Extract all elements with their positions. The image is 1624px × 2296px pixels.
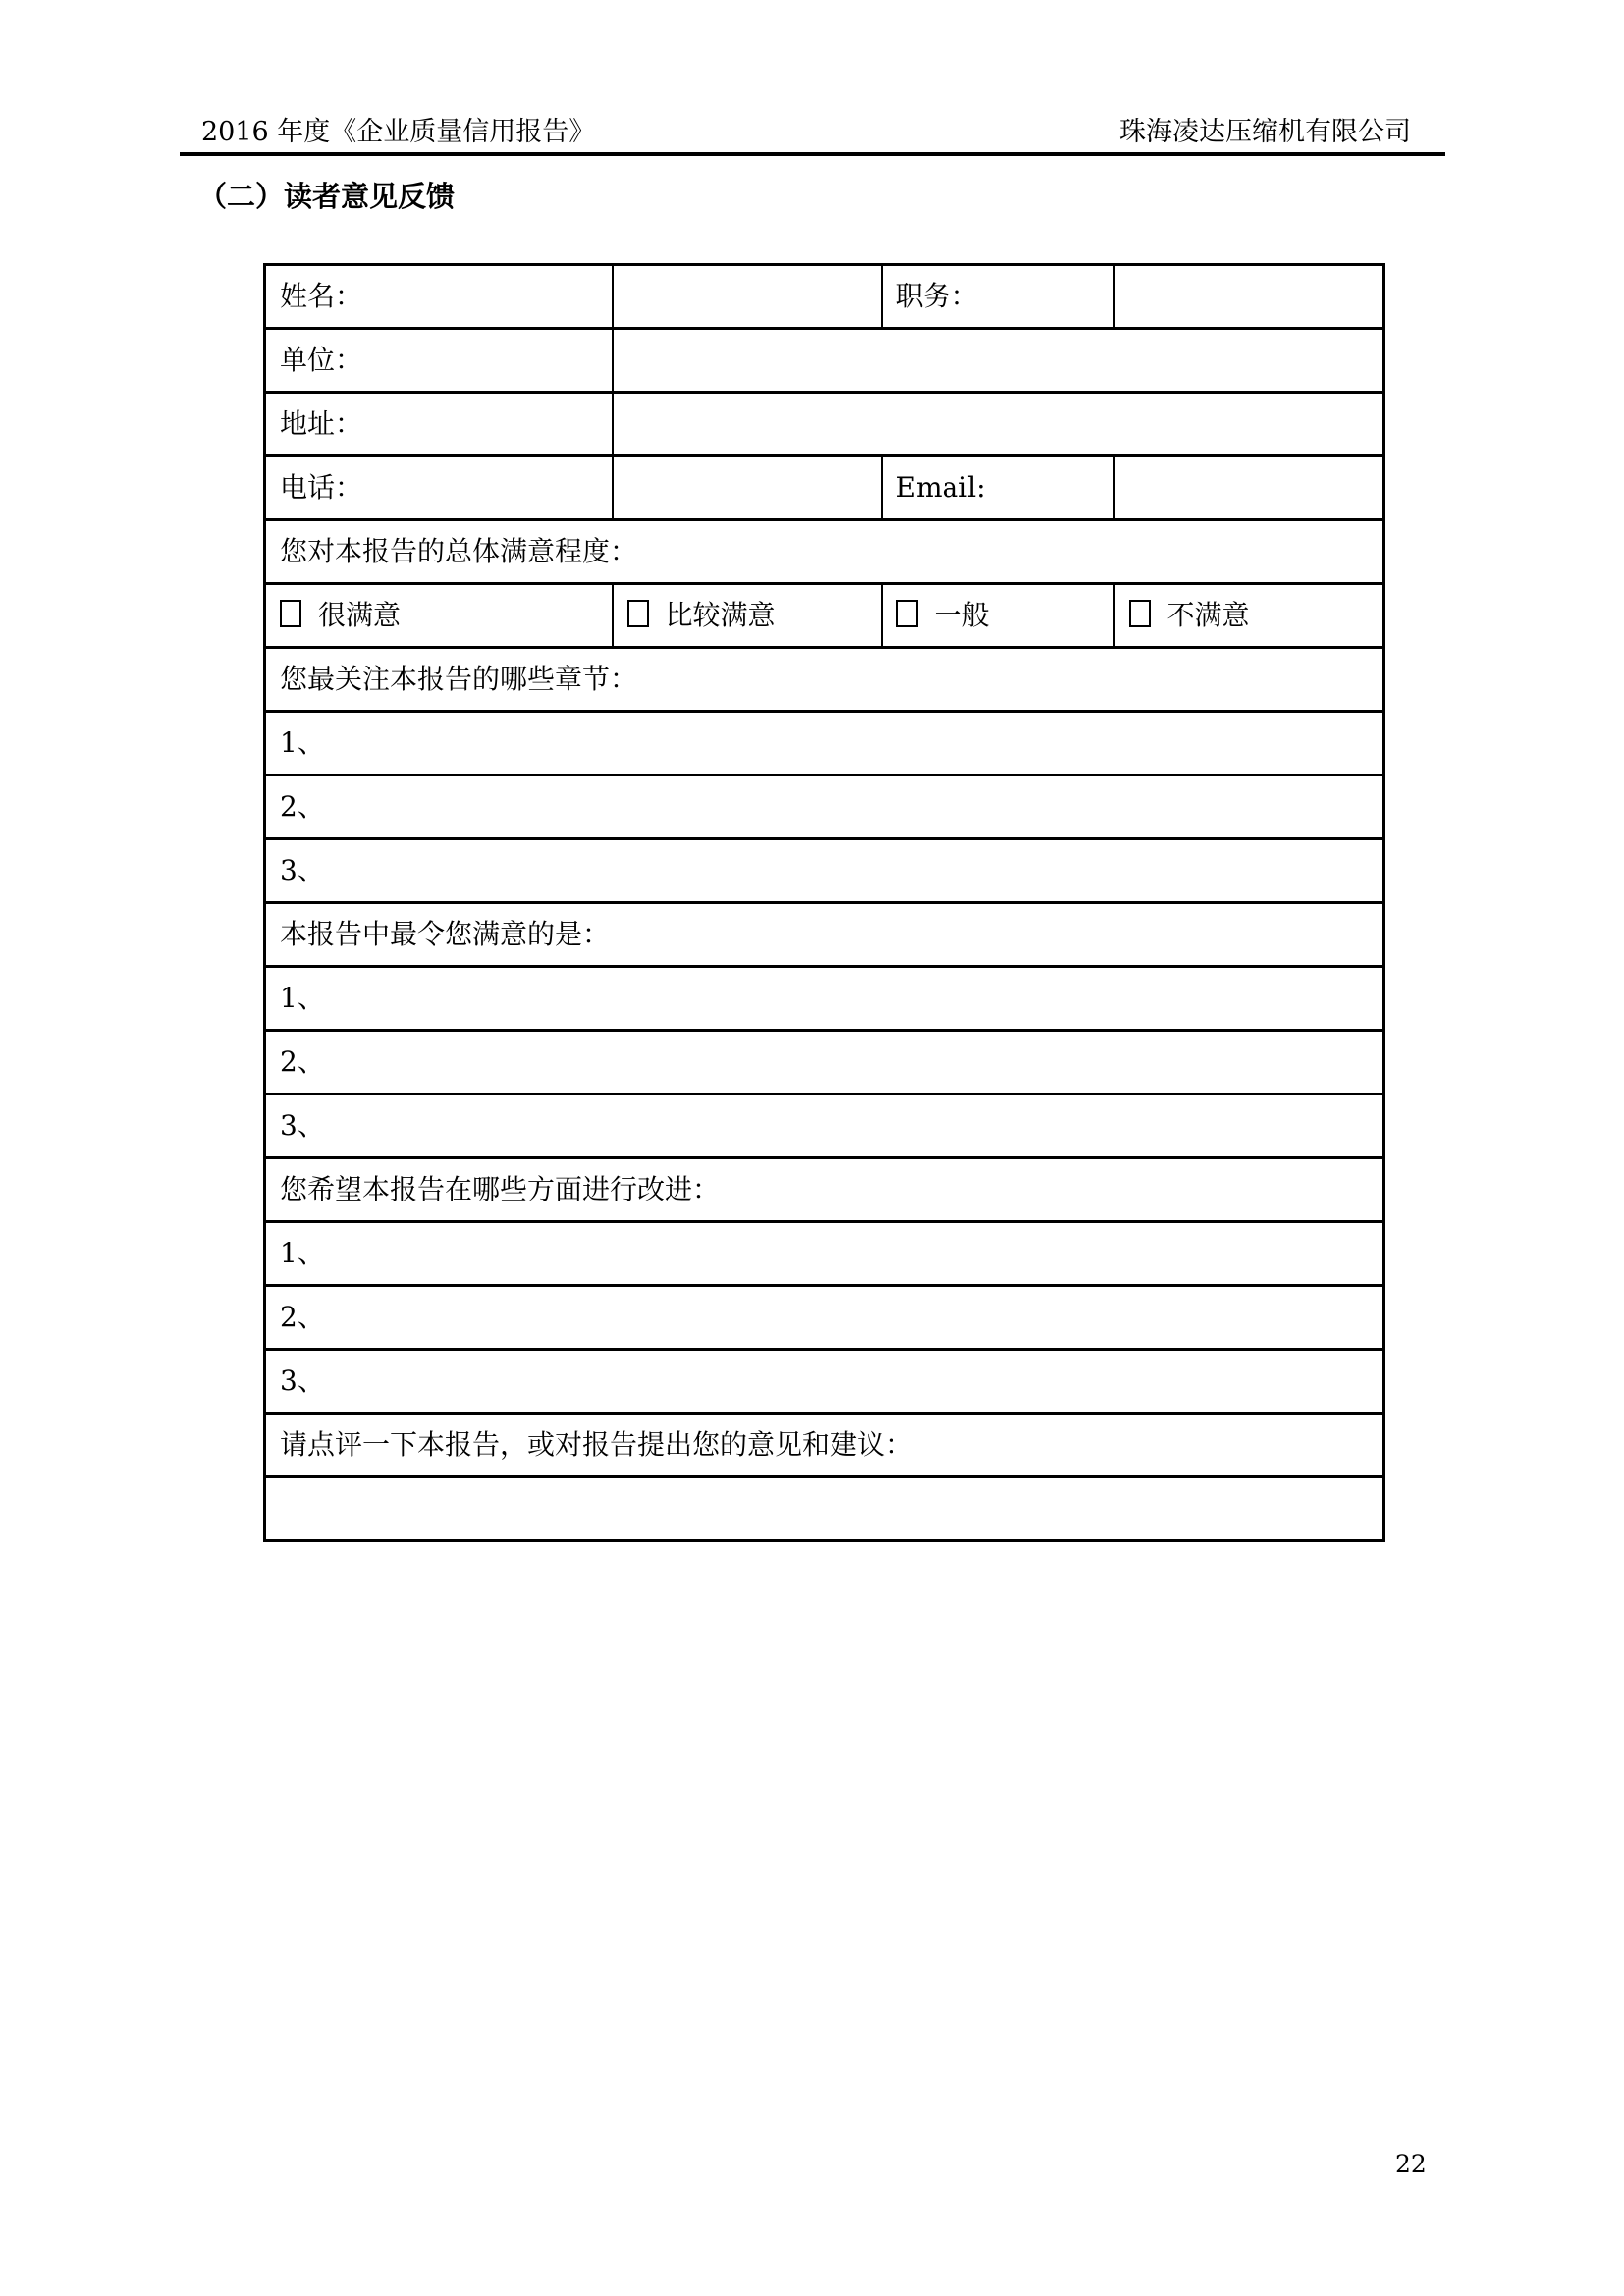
numbered-line-cell: 2、 [265, 1031, 1384, 1095]
table-row [265, 1031, 1384, 1095]
checkbox-icon [627, 600, 649, 627]
option-label: 很满意 [318, 599, 402, 631]
company-label-cell: 单位： [265, 329, 613, 393]
phone-value-cell [613, 456, 882, 520]
improve-question-cell: 您希望本报告在哪些方面进行改进： [265, 1158, 1384, 1222]
satisfied-question-cell: 本报告中最令您满意的是： [265, 903, 1384, 967]
option-neutral-cell [882, 584, 1114, 648]
checkbox-icon [896, 600, 918, 627]
satisfaction-question-cell: 您对本报告的总体满意程度： [265, 520, 1384, 584]
name-value-cell [613, 265, 882, 329]
header-report-title: 2016 年度《企业质量信用报告》 [201, 117, 596, 147]
table-row [265, 712, 1384, 775]
table-row [265, 1350, 1384, 1414]
option-very-satisfied-cell [265, 584, 613, 648]
table-row [265, 1095, 1384, 1158]
email-label-cell: Email: [882, 456, 1114, 520]
table-row [265, 1414, 1384, 1477]
address-value-cell [613, 393, 1384, 456]
section-title: （二）读者意见反馈 [198, 180, 456, 213]
page-number: 22 [1395, 2150, 1427, 2178]
checkbox-icon [280, 600, 301, 627]
table-row [265, 584, 1384, 648]
comment-question-cell: 请点评一下本报告，或对报告提出您的意见和建议： [265, 1414, 1384, 1477]
option-label: 不满意 [1166, 599, 1250, 631]
email-value-cell [1114, 456, 1384, 520]
checkbox-icon [1129, 600, 1151, 627]
table-row [265, 775, 1384, 839]
table-row [265, 456, 1384, 520]
numbered-line-cell: 3、 [265, 1350, 1384, 1414]
phone-label-cell: 电话： [265, 456, 613, 520]
position-label-cell: 职务： [882, 265, 1114, 329]
header-rule [180, 152, 1445, 156]
chapters-question-cell: 您最关注本报告的哪些章节： [265, 648, 1384, 712]
comment-area-cell [265, 1477, 1384, 1541]
table-row [265, 1222, 1384, 1286]
table-row [265, 967, 1384, 1031]
table-row [265, 1477, 1384, 1541]
table-row [265, 648, 1384, 712]
option-label: 比较满意 [665, 599, 776, 631]
option-fairly-satisfied-cell [613, 584, 882, 648]
option-unsatisfied-cell [1114, 584, 1384, 648]
numbered-line-cell: 2、 [265, 1286, 1384, 1350]
numbered-line-cell: 1、 [265, 967, 1384, 1031]
table-row [265, 1286, 1384, 1350]
numbered-line-cell: 1、 [265, 712, 1384, 775]
numbered-line-cell: 3、 [265, 1095, 1384, 1158]
name-label-cell: 姓名： [265, 265, 613, 329]
table-row [265, 393, 1384, 456]
position-value-cell [1114, 265, 1384, 329]
numbered-line-cell: 2、 [265, 775, 1384, 839]
numbered-line-cell: 1、 [265, 1222, 1384, 1286]
feedback-form-table [263, 263, 1385, 1542]
table-row [265, 265, 1384, 329]
table-row [265, 1158, 1384, 1222]
table-row [265, 839, 1384, 903]
table-row [265, 903, 1384, 967]
address-label-cell: 地址： [265, 393, 613, 456]
header-company-name: 珠海凌达压缩机有限公司 [1119, 117, 1411, 147]
table-row [265, 520, 1384, 584]
company-value-cell [613, 329, 1384, 393]
option-label: 一般 [934, 599, 990, 631]
table-row [265, 329, 1384, 393]
numbered-line-cell: 3、 [265, 839, 1384, 903]
